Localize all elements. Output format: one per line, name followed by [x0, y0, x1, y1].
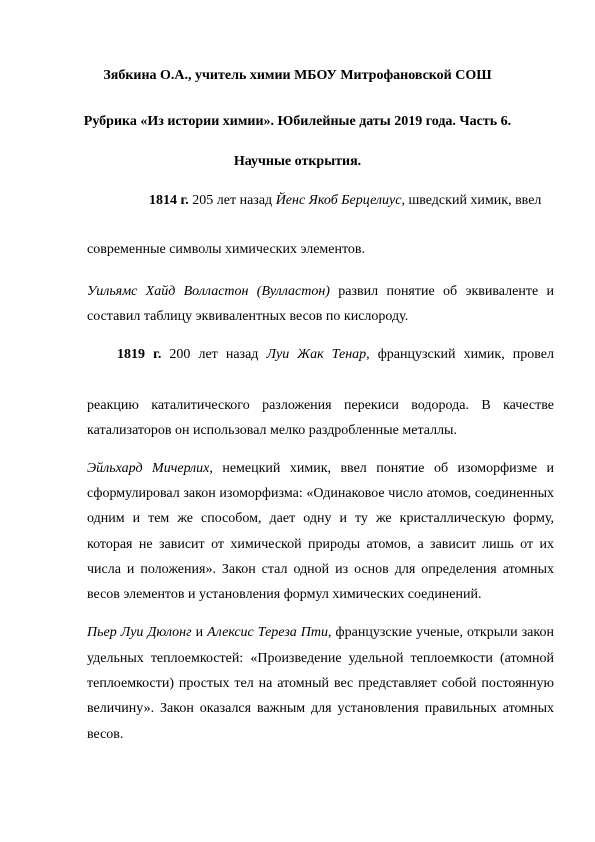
- paragraph-4-line-4: которая не зависит от химической природы атомов, а зависит лишь от их: [87, 537, 554, 552]
- p5-text-a: , французские ученые, открыли закон: [328, 625, 554, 640]
- paragraph-2-line-1: [87, 284, 554, 300]
- paragraph-3-line-2: реакцию каталитического разложения перекиси водорода. В качестве: [87, 398, 554, 413]
- paragraph-3-line-1: [117, 347, 554, 363]
- paragraph-3-line-3: катализаторов он использовал мелко раздробленные металлы.: [87, 423, 457, 438]
- rubric-line: Рубрика «Из истории химии». Юбилейные даты 2019 года. Часть 6.: [83, 114, 512, 129]
- p2-text-a: развил понятие об эквиваленте и: [329, 284, 554, 299]
- paragraph-4-line-1: [87, 461, 554, 477]
- paragraph-5-line-4: величину». Закон оказался важным для установления правильных атомных: [87, 701, 554, 716]
- p3-text-a: 200 лет назад: [161, 347, 267, 362]
- person-berzelius: Йенс Якоб Берцелиус: [275, 193, 402, 208]
- paragraph-4-line-2: сформулировал закон изоморфизма: «Одинаковое число атомов, соединенных: [87, 486, 554, 501]
- p5-and: и: [191, 625, 208, 640]
- paragraph-5-line-2: удельных теплоемкостей: «Произведение удельной теплоемкости (атомной: [87, 651, 554, 666]
- year-1814: 1814 г.: [149, 193, 189, 208]
- paragraph-4-line-5: числа и положения». Закон стал одной из основ для определения атомных: [87, 562, 554, 577]
- person-petit: Алексис Тереза Пти: [207, 625, 329, 640]
- paragraph-4-line-6: весов элементов и установления формул химических соединений.: [87, 587, 482, 602]
- p4-text-a: , немецкий химик, ввел понятие об изоморфизме и: [209, 461, 554, 476]
- author-line: Зябкина О.А., учитель химии МБОУ Митрофановской СОШ: [103, 68, 492, 83]
- person-mitscherlich: Эйльхард Мичерлих: [87, 461, 210, 476]
- paragraph-5-line-5: весов.: [87, 727, 124, 742]
- paragraph-5-line-3: теплоемкости) простых тел на атомный вес представляет собой постоянную: [87, 676, 554, 691]
- person-wollaston: Уильямс Хайд Волластон (Вулластон): [87, 284, 330, 299]
- paragraph-5-line-1: [87, 625, 554, 641]
- paragraph-1-line-2: современные символы химических элементов.: [87, 242, 366, 257]
- paragraph-4-line-3: одним и тем же способом, дает одну и ту же кристаллическую форму,: [87, 511, 554, 526]
- p1-text-b: , шведский химик, ввел: [401, 193, 542, 208]
- paragraph-2-line-2: составил таблицу эквивалентных весов по кислороду.: [87, 309, 409, 324]
- p3-text-b: , французский химик, провел: [366, 347, 554, 362]
- year-1819: 1819 г.: [117, 347, 162, 362]
- section-title: Научные открытия.: [233, 154, 362, 169]
- paragraph-1-line-1: [149, 193, 541, 209]
- person-dulong: Пьер Луи Дюлонг: [87, 625, 192, 640]
- person-thenard: Луи Жак Тенар: [266, 347, 367, 362]
- p1-text-a: 205 лет назад: [188, 193, 276, 208]
